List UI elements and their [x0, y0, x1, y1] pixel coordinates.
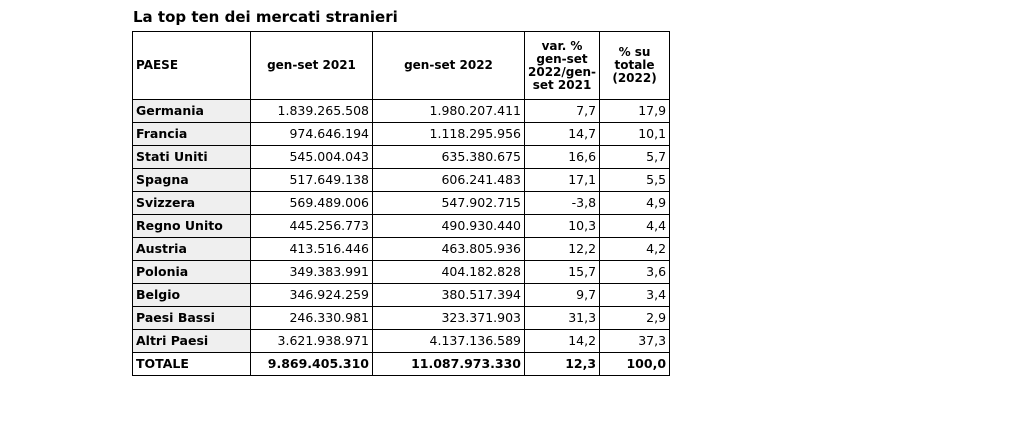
country-cell: Altri Paesi: [133, 330, 251, 353]
value-2021-cell: 346.924.259: [251, 284, 373, 307]
total-row: [133, 353, 670, 376]
country-cell: Paesi Bassi: [133, 307, 251, 330]
value-2022-cell: 463.805.936: [373, 238, 525, 261]
share-cell: 3,6: [600, 261, 670, 284]
value-2022-cell: 1.980.207.411: [373, 100, 525, 123]
header-period-2022: gen-set 2022: [373, 32, 525, 100]
share-cell: 5,5: [600, 169, 670, 192]
value-2022-cell: 635.380.675: [373, 146, 525, 169]
value-2021-cell: 517.649.138: [251, 169, 373, 192]
variation-cell: 9,7: [525, 284, 600, 307]
country-cell: Francia: [133, 123, 251, 146]
variation-cell: 14,2: [525, 330, 600, 353]
total-2022-cell: 11.087.973.330: [373, 353, 525, 376]
variation-cell: 14,7: [525, 123, 600, 146]
country-cell: Spagna: [133, 169, 251, 192]
value-2021-cell: 974.646.194: [251, 123, 373, 146]
share-cell: 5,7: [600, 146, 670, 169]
value-2022-cell: 1.118.295.956: [373, 123, 525, 146]
value-2021-cell: 246.330.981: [251, 307, 373, 330]
table-row: [133, 261, 670, 284]
table-title: La top ten dei mercati stranieri: [133, 8, 398, 26]
value-2021-cell: 3.621.938.971: [251, 330, 373, 353]
variation-cell: 10,3: [525, 215, 600, 238]
table-row: [133, 123, 670, 146]
country-cell: Austria: [133, 238, 251, 261]
table-row: [133, 100, 670, 123]
header-row: [133, 32, 670, 100]
country-cell: Polonia: [133, 261, 251, 284]
value-2022-cell: 490.930.440: [373, 215, 525, 238]
value-2022-cell: 606.241.483: [373, 169, 525, 192]
table-row: [133, 330, 670, 353]
share-cell: 3,4: [600, 284, 670, 307]
header-share: % su totale (2022): [600, 32, 670, 100]
variation-cell: -3,8: [525, 192, 600, 215]
variation-cell: 31,3: [525, 307, 600, 330]
variation-cell: 17,1: [525, 169, 600, 192]
country-cell: Belgio: [133, 284, 251, 307]
table-row: [133, 307, 670, 330]
table-row: [133, 169, 670, 192]
value-2022-cell: 4.137.136.589: [373, 330, 525, 353]
country-cell: Stati Uniti: [133, 146, 251, 169]
value-2022-cell: 547.902.715: [373, 192, 525, 215]
value-2021-cell: 413.516.446: [251, 238, 373, 261]
header-period-2021: gen-set 2021: [251, 32, 373, 100]
total-share-cell: 100,0: [600, 353, 670, 376]
share-cell: 4,9: [600, 192, 670, 215]
variation-cell: 15,7: [525, 261, 600, 284]
table-row: [133, 146, 670, 169]
variation-cell: 7,7: [525, 100, 600, 123]
total-variation-cell: 12,3: [525, 353, 600, 376]
share-cell: 17,9: [600, 100, 670, 123]
foreign-markets-table: [132, 31, 670, 376]
header-variation: var. % gen-set 2022/gen-set 2021: [525, 32, 600, 100]
value-2021-cell: 445.256.773: [251, 215, 373, 238]
value-2022-cell: 404.182.828: [373, 261, 525, 284]
value-2021-cell: 569.489.006: [251, 192, 373, 215]
value-2022-cell: 380.517.394: [373, 284, 525, 307]
total-2021-cell: 9.869.405.310: [251, 353, 373, 376]
variation-cell: 16,6: [525, 146, 600, 169]
variation-cell: 12,2: [525, 238, 600, 261]
share-cell: 4,4: [600, 215, 670, 238]
country-cell: Germania: [133, 100, 251, 123]
value-2022-cell: 323.371.903: [373, 307, 525, 330]
value-2021-cell: 1.839.265.508: [251, 100, 373, 123]
country-cell: Regno Unito: [133, 215, 251, 238]
country-cell: Svizzera: [133, 192, 251, 215]
share-cell: 4,2: [600, 238, 670, 261]
total-label-cell: TOTALE: [133, 353, 251, 376]
table-row: [133, 192, 670, 215]
share-cell: 2,9: [600, 307, 670, 330]
table-row: [133, 215, 670, 238]
table-row: [133, 284, 670, 307]
value-2021-cell: 545.004.043: [251, 146, 373, 169]
header-country: PAESE: [133, 32, 251, 100]
table-row: [133, 238, 670, 261]
share-cell: 37,3: [600, 330, 670, 353]
share-cell: 10,1: [600, 123, 670, 146]
value-2021-cell: 349.383.991: [251, 261, 373, 284]
